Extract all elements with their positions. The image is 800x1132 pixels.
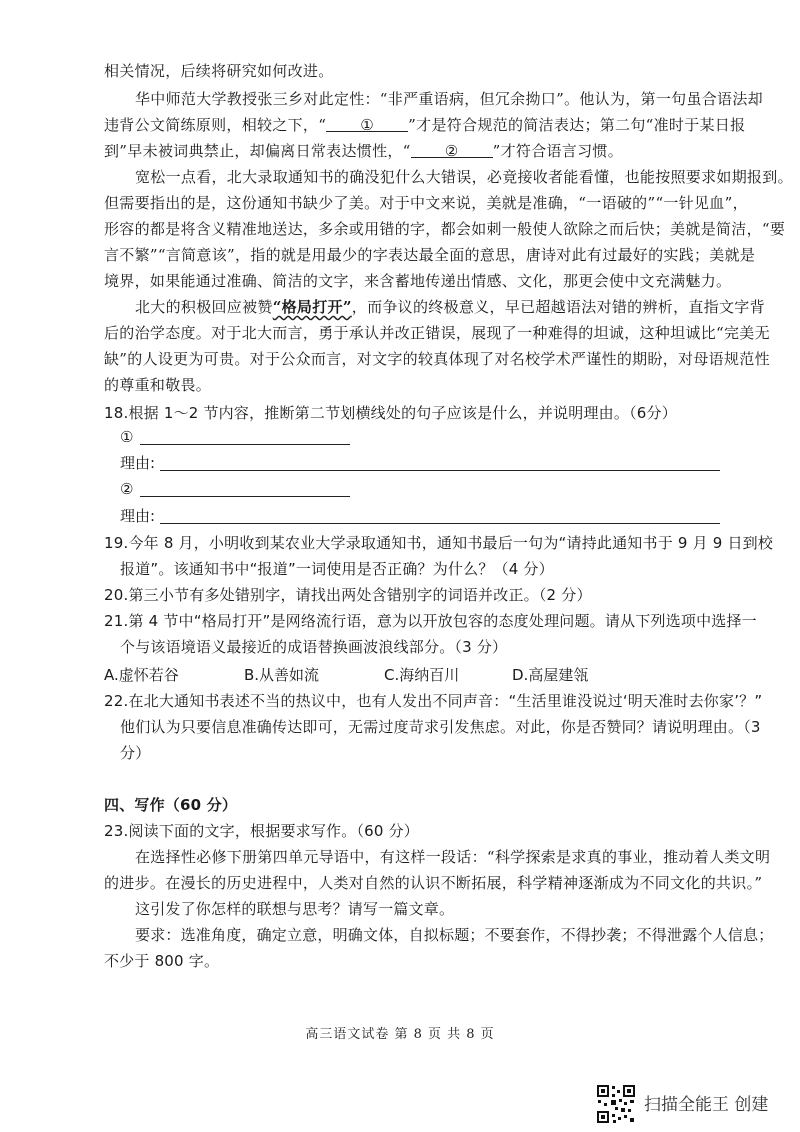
answer-line-2[interactable] [140, 496, 350, 497]
reason-label-1: 理由: [120, 454, 156, 472]
question-19-cont: 报道”。该通知书中“报道”一词使用是否正确？为什么？（4 分） [120, 560, 554, 578]
passage-line-with-blank: 违背公文简练原则，相较之下，“ ① ”才是符合规范的简洁表达；第二句“准时于某日报 [104, 116, 746, 134]
passage-line-with-blank: 到”早未被词典禁止，却偏离日常表达惯性，“ ② ”才符合语言习惯。 [104, 142, 624, 160]
qr-code-icon [596, 1084, 636, 1124]
option-c: C.海纳百川 [384, 666, 460, 684]
option-b: B.从善如流 [244, 666, 320, 684]
reason-line-1[interactable] [160, 470, 720, 471]
passage-line: 华中师范大学教授张三乡对此定性：“非严重语病，但冗余拗口”。他认为，第一句虽合语法却 [135, 90, 763, 108]
passage-line: 缺”的人设更为可贵。对于公众而言，对文字的较真体现了对名校学术严谨性的期盼，对母语规范性 [104, 350, 770, 368]
option-a: A.虚怀若谷 [104, 666, 179, 684]
passage-line: 相关情况，后续将研究如何改进。 [104, 62, 334, 80]
passage-line: 形容的都是将含义精准地送达，多余或用错的字，都会如刺一般使人欲除之而后快；美就是简洁，“要 [104, 220, 786, 238]
blank-2: ② [411, 140, 493, 158]
answer-line-1[interactable] [140, 444, 350, 445]
question-22: 22.在北大通知书表述不当的热议中，也有人发出不同声音：“生活里谁没说过‘明天准时去你家’？” [104, 692, 763, 710]
passage-line: 言不繁”“言简意该”，指的就是用最少的字表达最全面的意思，唐诗对此有过最好的实践；美就是 [104, 246, 756, 264]
question-22-cont: 他们认为只要信息准确传达即可，无需过度苛求引发焦虑。对此，你是否赞同？请说明理由。（3 [120, 718, 761, 736]
passage-line: 后的治学态度。对于北大而言，勇于承认并改正错误，展现了一种难得的坦诚，这种坦诚比“完美无 [104, 324, 770, 342]
section-heading-writing: 四、写作（60 分） [104, 796, 238, 814]
answer-mark-2: ② [120, 480, 134, 498]
writing-prompt-line: 的进步。在漫长的历史进程中，人类对自然的认识不断拓展，科学精神逐渐成为不同文化的共识。” [104, 874, 763, 892]
scanner-label: 扫描全能王 创建 [644, 1095, 769, 1115]
writing-prompt-line: 在选择性必修下册第四单元导语中，有这样一段话：“科学探索是求真的事业，推动着人类文明 [135, 848, 771, 866]
question-18: 18.根据 1～2 节内容，推断第二节划横线处的句子应该是什么，并说明理由。（6分） [104, 404, 677, 422]
passage-line: 北大的积极回应被赞“格局打开”，而争议的终极意义，早已超越语法对错的辨析，直指文字背 [135, 298, 765, 316]
reason-label-2: 理由: [120, 507, 156, 525]
option-d: D.高屋建瓴 [512, 666, 589, 684]
writing-prompt-line: 这引发了你怎样的联想与思考？请写一篇文章。 [135, 900, 455, 918]
question-21: 21.第 4 节中“格局打开”是网络流行语，意为以开放包容的态度处理问题。请从下列选项中选择一 [104, 612, 757, 630]
question-22-cont: 分） [120, 744, 151, 762]
blank-1: ① [326, 114, 408, 132]
passage-line: 但需要指出的是，这份通知书缺少了美。对于中文来说，美就是准确，“一语破的”“一针见血”， [104, 194, 748, 212]
question-21-cont: 个与该语境语义最接近的成语替换画波浪线部分。（3 分） [120, 638, 508, 656]
question-20: 20.第三小节有多处错别字，请找出两处含错别字的词语并改正。（2 分） [104, 586, 592, 604]
writing-requirements-cont: 不少于 800 字。 [104, 952, 220, 970]
page-footer: 高三语文试卷 第 8 页 共 8 页 [305, 1027, 495, 1042]
writing-requirements: 要求：选准角度，确定立意，明确文体，自拟标题；不要套作，不得抄袭；不得泄露个人信息； [135, 926, 774, 944]
passage-line: 境界，如果能通过准确、简洁的文字，来含蓄地传递出情感、文化，那更会使中文充满魅力。 [104, 272, 732, 290]
scanner-watermark [596, 1084, 796, 1124]
passage-line: 的尊重和敬畏。 [104, 376, 212, 394]
wavy-underlined-phrase: “格局打开” [272, 298, 352, 316]
reason-line-2[interactable] [160, 523, 720, 524]
question-23: 23.阅读下面的文字，根据要求写作。（60 分） [104, 822, 420, 840]
question-19: 19.今年 8 月，小明收到某农业大学录取通知书，通知书最后一句为“请持此通知书于 9 月 9 日到校 [104, 534, 774, 552]
passage-line: 宽松一点看，北大录取通知书的确没犯什么大错误，必竟接收者能看懂，也能按照要求如期报到。 [135, 168, 793, 186]
answer-mark-1: ① [120, 428, 134, 446]
